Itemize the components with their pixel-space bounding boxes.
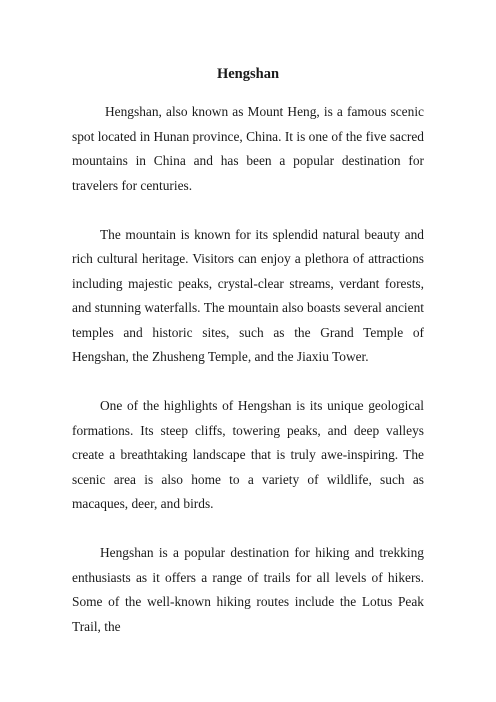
paragraph-geology: One of the highlights of Hengshan is its unique geological formations. Its steep cliffs, towering peaks, and deep valleys create a breathtaking landscape that is truly awe-inspiring. The scenic area is also home to a variety of wildlife, such as macaques, deer, and birds. <box>72 398 424 511</box>
paragraph-hiking: Hengshan is a popular destination for hiking and trekking enthusiasts as it offers a range of trails for all levels of hikers. Some of the well-known hiking routes include the Lotus Peak Trail, the <box>72 545 424 634</box>
paragraph-intro: Hengshan, also known as Mount Heng, is a famous scenic spot located in Hunan province, China. It is one of the five sacred mountains in China and has been a popular destination for travelers for centuries. <box>72 104 424 193</box>
document-title: Hengshan <box>216 66 280 82</box>
document-body <box>72 100 424 664</box>
paragraph-attractions: The mountain is known for its splendid natural beauty and rich cultural heritage. Visitors can enjoy a plethora of attractions including majestic peaks, crystal-clear streams, verdant forests, and stunning waterfalls. The mountain also boasts several ancient temples and historic sites, such as the Grand Temple of Hengshan, the Zhusheng Temple, and the Jiaxiu Tower. <box>72 226 424 364</box>
